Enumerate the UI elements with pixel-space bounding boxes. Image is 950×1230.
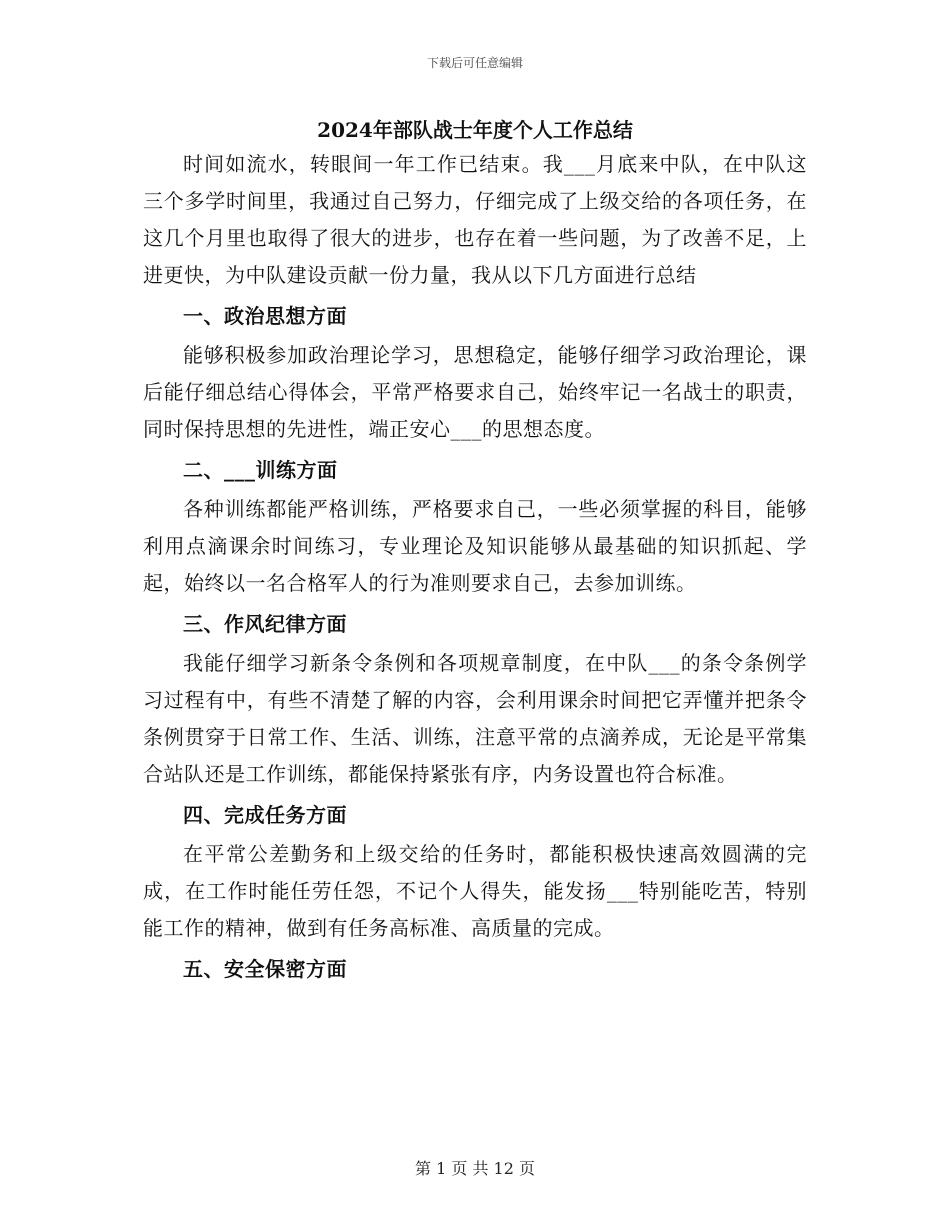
section-body-tasks: 在平常公差勤务和上级交给的任务时，都能积极快速高效圆满的完成，在工作时能任劳任怨，不记个人得失，能发扬___特别能吃苦，特别能工作的精神，做到有任务高标准、高质量的完成。: [143, 842, 807, 940]
section-body-training: 各种训练都能严格训练，严格要求自己，一些必须掌握的科目，能够利用点滴课余时间练习，专业理论及知识能够从最基础的知识抓起、学起，始终以一名合格军人的行为准则要求自己，去参加训练。: [143, 497, 807, 595]
section-heading-security: 五、安全保密方面: [183, 957, 347, 981]
section-heading-tasks: 四、完成任务方面: [183, 803, 347, 827]
document-title: 2024年部队战士年度个人工作总结: [317, 118, 633, 142]
document-body: [143, 146, 807, 990]
section-heading-training: 二、___训练方面: [183, 458, 338, 482]
section-body-politics: 能够积极参加政治理论学习，思想稳定，能够仔细学习政治理论，课后能仔细总结心得体会，平常严格要求自己，始终牢记一名战士的职责，同时保持思想的先进性，端正安心___的思想态度。: [143, 343, 807, 441]
header-note: 下载后可任意编辑: [426, 56, 523, 70]
intro-paragraph: 时间如流水，转眼间一年工作已结束。我___月底来中队，在中队这三个多学时间里，我通过自己努力，仔细完成了上级交给的各项任务，在这几个月里也取得了很大的进步，也存在着一些问题，为了改善不足，上进更快，为中队建设贡献一份力量，我从以下几方面进行总结: [143, 152, 807, 287]
section-body-discipline: 我能仔细学习新条令条例和各项规章制度，在中队___的条令条例学习过程有中，有些不清楚了解的内容，会利用课余时间把它弄懂并把条令条例贯穿于日常工作、生活、训练，注意平常的点滴养成，无论是平常集合站队还是工作训练，都能保持紧张有序，内务设置也符合标准。: [143, 651, 807, 786]
section-heading-politics: 一、政治思想方面: [183, 304, 347, 328]
section-heading-discipline: 三、作风纪律方面: [183, 612, 347, 636]
page-number: 第 1 页 共 12 页: [415, 1159, 535, 1178]
